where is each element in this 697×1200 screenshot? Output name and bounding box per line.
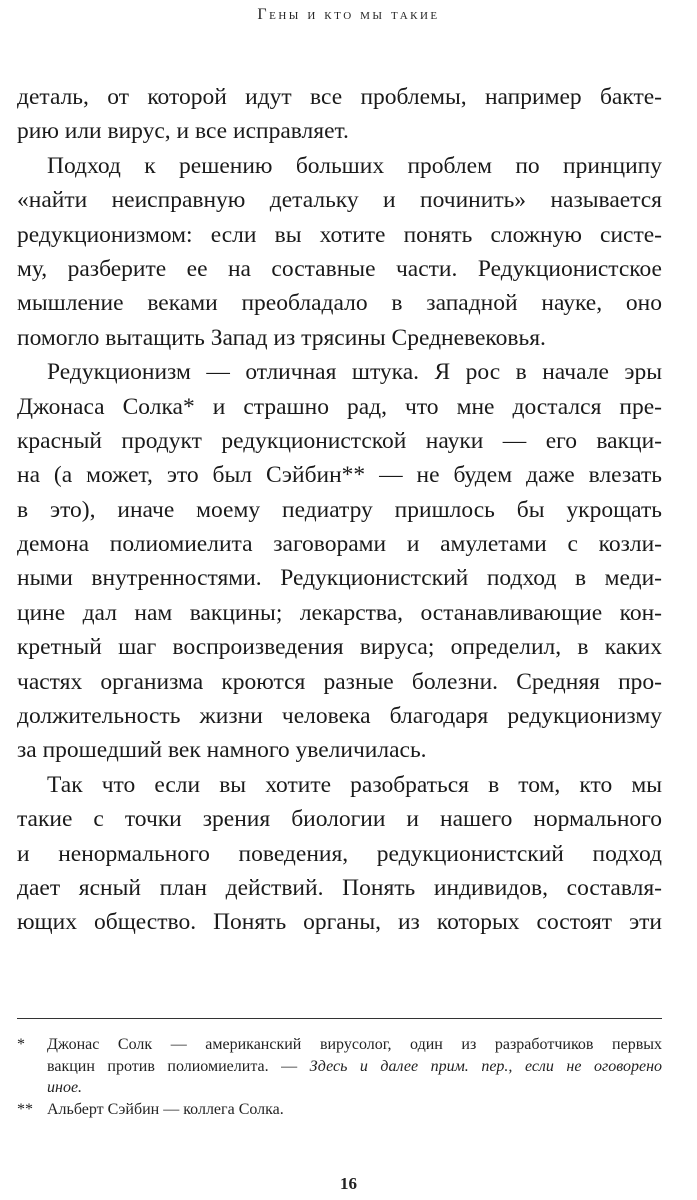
footnote [17, 1034, 662, 1099]
footnote-rule [17, 1018, 662, 1019]
footnote-text [47, 1099, 662, 1121]
footnote-line [47, 1077, 662, 1099]
text-line: Так что если вы хотите разобраться в том, кто мы [47, 771, 662, 798]
text-line: ющих общество. Понять органы, из которых состоят эти [17, 909, 662, 936]
running-head: Гены и кто мы такие [257, 6, 440, 23]
text-line: Подход к решению больших проблем по принципу [47, 152, 662, 179]
text-line: му, разберите ее на составные части. Редукционистское [17, 255, 662, 282]
text-line: на (а может, это был Сэйбин** — не будем даже влезать [17, 462, 662, 489]
text-line: кретный шаг воспроизведения вируса; определил, в каких [17, 634, 662, 661]
text-line: деталь, от которой идут все проблемы, например бакте- [17, 84, 662, 110]
text-line: красный продукт редукционистской науки — его вакци- [17, 427, 662, 454]
footnote-plain-text: вакцин против полиомиелита. — [47, 1057, 310, 1075]
page-number: 16 [340, 1174, 357, 1193]
text-line: рию или вирус, и все исправляет. [17, 118, 349, 145]
text-line: и ненормального поведения, редукционистский подход [17, 840, 662, 867]
footnote-text [47, 1034, 662, 1099]
footnote-line: Альберт Сэйбин — коллега Солка. [47, 1100, 284, 1118]
footnotes [17, 1034, 662, 1120]
text-line: Джонаса Солка* и страшно рад, что мне достался пре- [17, 393, 662, 420]
text-line: Редукционизм — отличная штука. Я рос в начале эры [47, 359, 662, 386]
body-text [17, 80, 662, 940]
footnote-italic-text: Здесь и далее прим. пер., если не оговорено [309, 1057, 663, 1075]
text-line: помогло вытащить Запад из трясины Средневековья. [17, 324, 546, 351]
text-line: частях организма кроются разные болезни. Средняя про- [17, 668, 662, 695]
footnote-line [47, 1056, 662, 1078]
text-line: дает ясный план действий. Понять индивидов, составля- [17, 874, 662, 901]
text-line: ными внутренностями. Редукционистский подход в меди- [17, 565, 662, 592]
text-line: должительность жизни человека благодаря редукционизму [17, 703, 662, 730]
text-line: «найти неисправную детальку и починить» называется [17, 187, 662, 214]
text-line: демона полиомиелита заговорами и амулетами с козли- [17, 531, 662, 558]
footnote-mark: * [17, 1036, 25, 1053]
text-line: мышление веками преобладало в западной науке, оно [17, 290, 662, 317]
text-line: такие с точки зрения биологии и нашего нормального [17, 806, 662, 833]
text-line: цине дал нам вакцины; лекарства, останавливающие кон- [17, 599, 662, 626]
footnote-line: Джонас Солк — американский вирусолог, один из разработчиков первых [47, 1036, 662, 1053]
footnote-mark: ** [17, 1100, 33, 1118]
footnote-italic-text: иное. [47, 1079, 83, 1096]
text-line: редукционизмом: если вы хотите понять сложную систе- [17, 221, 662, 248]
footnote [17, 1099, 662, 1121]
text-line: за прошедший век намного увеличилась. [17, 737, 427, 764]
text-line: в это), иначе моему педиатру пришлось бы укрощать [17, 496, 662, 523]
